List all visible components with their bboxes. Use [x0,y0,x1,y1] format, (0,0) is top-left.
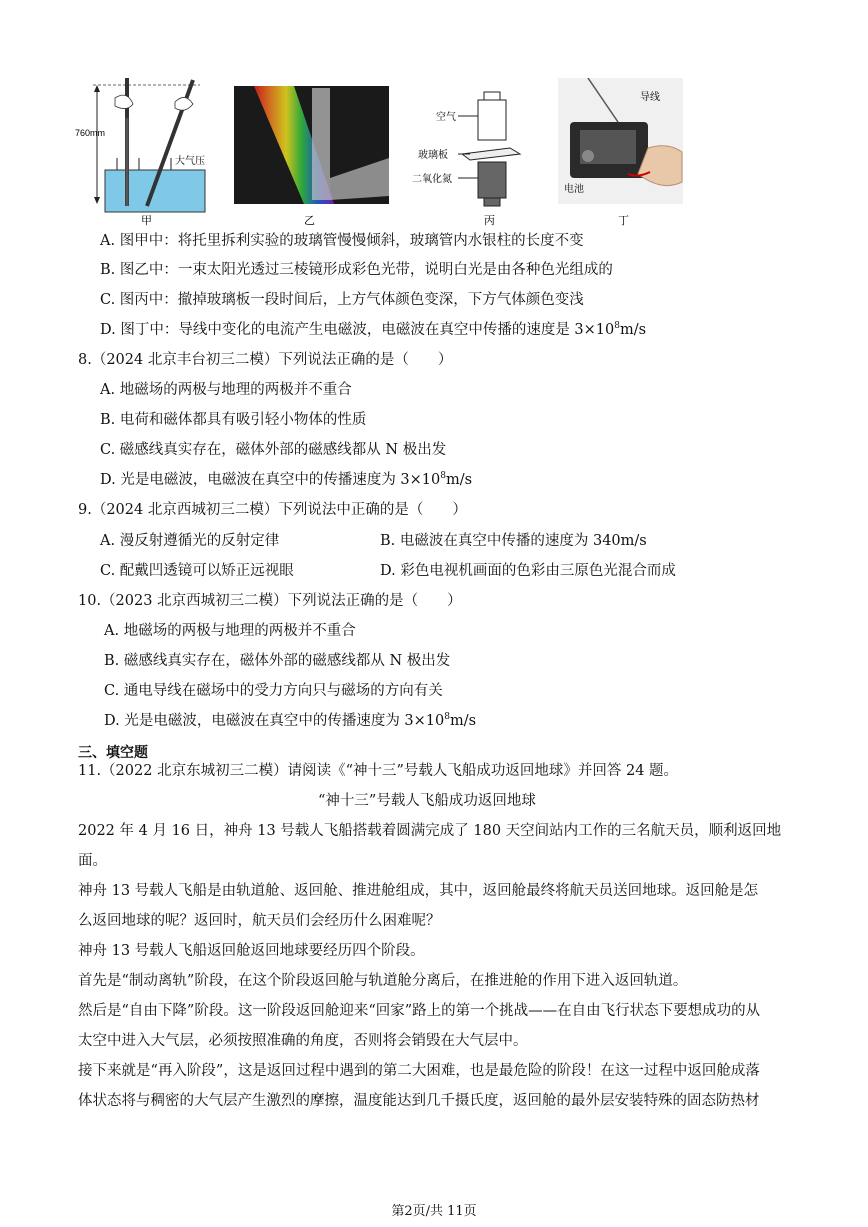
q11-stem: 11.（2022 北京东城初三二模）请阅读《“神十三”号载人飞船成功返回地球》并回答 24 题。 [78,763,679,779]
q7-option-d-unit: m/s [620,322,647,338]
radio-photo [558,78,686,228]
q10-option-d-text: D. 光是电磁波，电磁波在真空中的传播速度为 3×10 [104,713,445,729]
q10-stem: 10.（2023 北京西城初三二模）下列说法正确的是（ ） [78,593,462,609]
figure-diffusion [410,78,530,228]
q9-option-d: D. 彩色电视机画面的色彩由三原色光混合而成 [380,563,676,579]
q7-option-c: C. 图丙中：撤掉玻璃板一段时间后，上方气体颜色变深，下方气体颜色变浅 [100,292,584,308]
q10-option-d [104,710,476,732]
q7-option-d-text: D. 图丁中：导线中变化的电流产生电磁波，电磁波在真空中传播的速度是 3×10 [100,322,615,338]
q10-option-b: B. 磁感线真实存在，磁体外部的磁感线都从 N 极出发 [104,653,451,669]
q8-option-d [100,469,472,491]
q10-option-d-unit: m/s [450,713,477,729]
article-line: 神舟 13 号载人飞船是由轨道舱、返回舱、推进舱组成，其中，返回舱最终将航天员送回地球。返回舱是怎 [78,883,759,899]
q8-stem: 8.（2024 北京丰台初三二模）下列说法正确的是（ ） [78,352,453,368]
glass-label: 玻璃板 [418,150,448,161]
pressure-label: 大气压 [175,156,205,167]
q8-option-a: A. 地磁场的两极与地理的两极并不重合 [100,382,352,398]
page-footer: 第2页/共 11页 [391,1204,477,1219]
figure-caption-jia: 甲 [141,214,152,227]
q7-option-a: A. 图甲中：将托里拆利实验的玻璃管慢慢倾斜，玻璃管内水银柱的长度不变 [100,233,584,249]
q9-option-c: C. 配戴凹透镜可以矫正远视眼 [100,563,294,579]
q8-option-d-unit: m/s [446,472,473,488]
figure-torricelli [75,78,215,228]
q7-option-d-exponent: 8 [614,321,620,332]
article-line: 太空中进入大气层，必须按照准确的角度，否则将会销毁在大气层中。 [78,1033,528,1049]
article-line: 神舟 13 号载人飞船返回舱返回地球要经历四个阶段。 [78,943,425,959]
article-line: 体状态将与稠密的大气层产生激烈的摩擦，温度能达到几千摄氏度，返回舱的最外层安装特殊的固态防热材 [78,1093,760,1109]
article-line: 然后是“自由下降”阶段。这一阶段返回舱迎来“回家”路上的第一个挑战——在自由飞行状态下要想成功的从 [78,1003,761,1019]
height-label: 760mm [75,128,106,138]
battery-label: 电池 [564,184,584,195]
q8-option-b: B. 电荷和磁体都具有吸引轻小物体的性质 [100,412,367,428]
q10-option-d-exponent: 8 [444,712,450,723]
torricelli-diagram [75,78,215,228]
article-line: 面。 [78,853,107,869]
q8-option-d-text: D. 光是电磁波，电磁波在真空中的传播速度为 3×10 [100,472,441,488]
article-title: “神十三”号载人飞船成功返回地球 [318,793,536,809]
figure-prism [234,78,390,228]
article-line: 么返回地球的呢？返回时，航天员们会经历什么困难呢？ [78,913,441,929]
diffusion-diagram [410,78,530,228]
q10-option-a: A. 地磁场的两极与地理的两极并不重合 [104,623,356,639]
figure-radio [558,78,686,228]
q7-option-b: B. 图乙中：一束太阳光透过三棱镜形成彩色光带，说明白光是由各种色光组成的 [100,262,613,278]
article-line: 首先是“制动离轨”阶段，在这个阶段返回舱与轨道舱分离后，在推进舱的作用下进入返回轨道。 [78,973,688,989]
wire-label: 导线 [640,92,660,103]
q8-option-c: C. 磁感线真实存在，磁体外部的磁感线都从 N 极出发 [100,442,447,458]
q8-option-d-exponent: 8 [440,471,446,482]
q7-option-d [100,319,646,341]
figure-caption-bing: 丙 [484,214,495,227]
figure-caption-yi: 乙 [304,214,315,227]
q9-stem: 9.（2024 北京西城初三二模）下列说法中正确的是（ ） [78,502,467,518]
prism-photo [234,78,390,228]
figure-caption-ding: 丁 [618,214,629,227]
q9-option-a: A. 漫反射遵循光的反射定律 [100,533,280,549]
article-line: 接下来就是“再入阶段”，这是返回过程中遇到的第二大困难，也是最危险的阶段！在这一过程中返回舱成落 [78,1063,760,1079]
q9-option-b: B. 电磁波在真空中传播的速度为 340m/s [380,533,647,549]
section-heading: 三、填空题 [78,745,148,761]
article-line: 2022 年 4 月 16 日，神舟 13 号载人飞船搭载着圆满完成了 180 天空间站内工作的三名航天员，顺利返回地 [78,823,782,839]
no2-label: 二氧化氮 [412,174,452,185]
air-label: 空气 [436,112,456,123]
q10-option-c: C. 通电导线在磁场中的受力方向只与磁场的方向有关 [104,683,443,699]
